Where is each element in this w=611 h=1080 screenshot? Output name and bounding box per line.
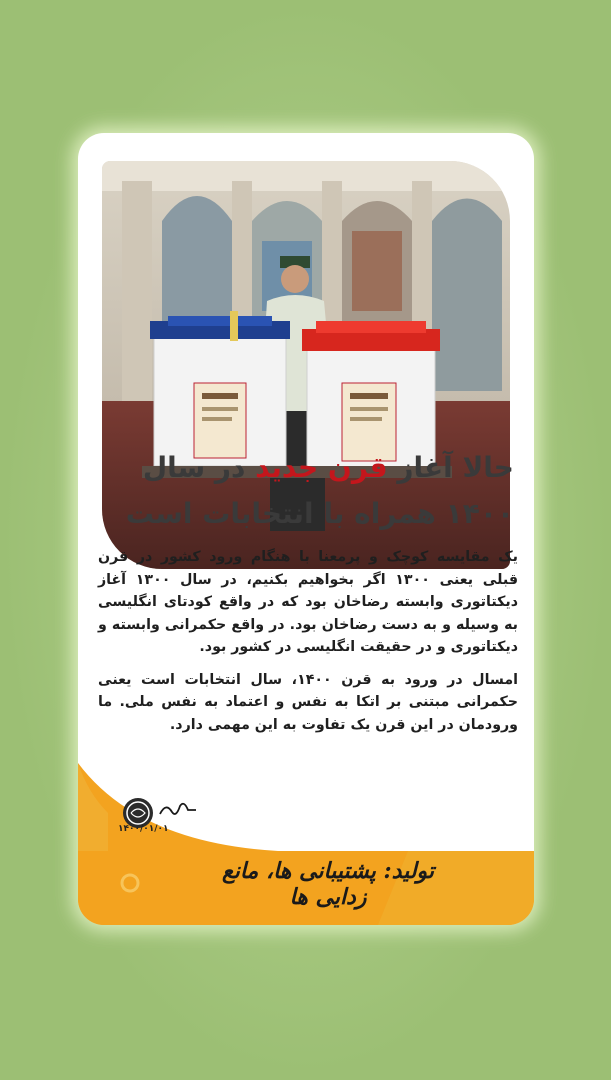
headline xyxy=(98,445,514,537)
poster-card xyxy=(78,133,534,925)
body-text xyxy=(98,546,518,746)
headline-line2: ۱۴۰۰ همراه با انتخابات است xyxy=(125,497,514,530)
headline-part1: حالا آغاز xyxy=(387,451,514,484)
headline-highlight: قرن جدید xyxy=(255,451,388,484)
magnifier-watermark-icon xyxy=(118,871,144,897)
date-label: ۱۴۰۰/۰۱/۰۱ xyxy=(118,824,169,834)
producer-credit: تولید: پشتیبانی ها، مانع زدایی ها xyxy=(221,858,435,910)
paragraph-2: امسال در ورود به قرن ۱۴۰۰، سال انتخابات است یعنی حکمرانی مبتنی بر اتکا به نفس و اعتماد به نفس ملی. ما ورودمان در این قرن یک تفاوت به این مهمی دارد. xyxy=(98,671,519,733)
headline-part2: در سال xyxy=(142,451,256,484)
signature-icon xyxy=(158,798,198,820)
paragraph-1: یک مقایسه کوچک و پرمعنا با هنگام ورود کشور در قرن قبلی یعنی ۱۳۰۰ اگر بخواهیم بکنیم، در سال ۱۳۰۰ آغاز دیکتاتوری وابسته رضاخان بود که در واقع کودتای انگلیسی به وسیله و به دست رضاخان بود. در واقع حکمرانی وابسته و دیکتاتوری و در حقیقت انگلیسی در کشور بود. xyxy=(98,549,518,655)
